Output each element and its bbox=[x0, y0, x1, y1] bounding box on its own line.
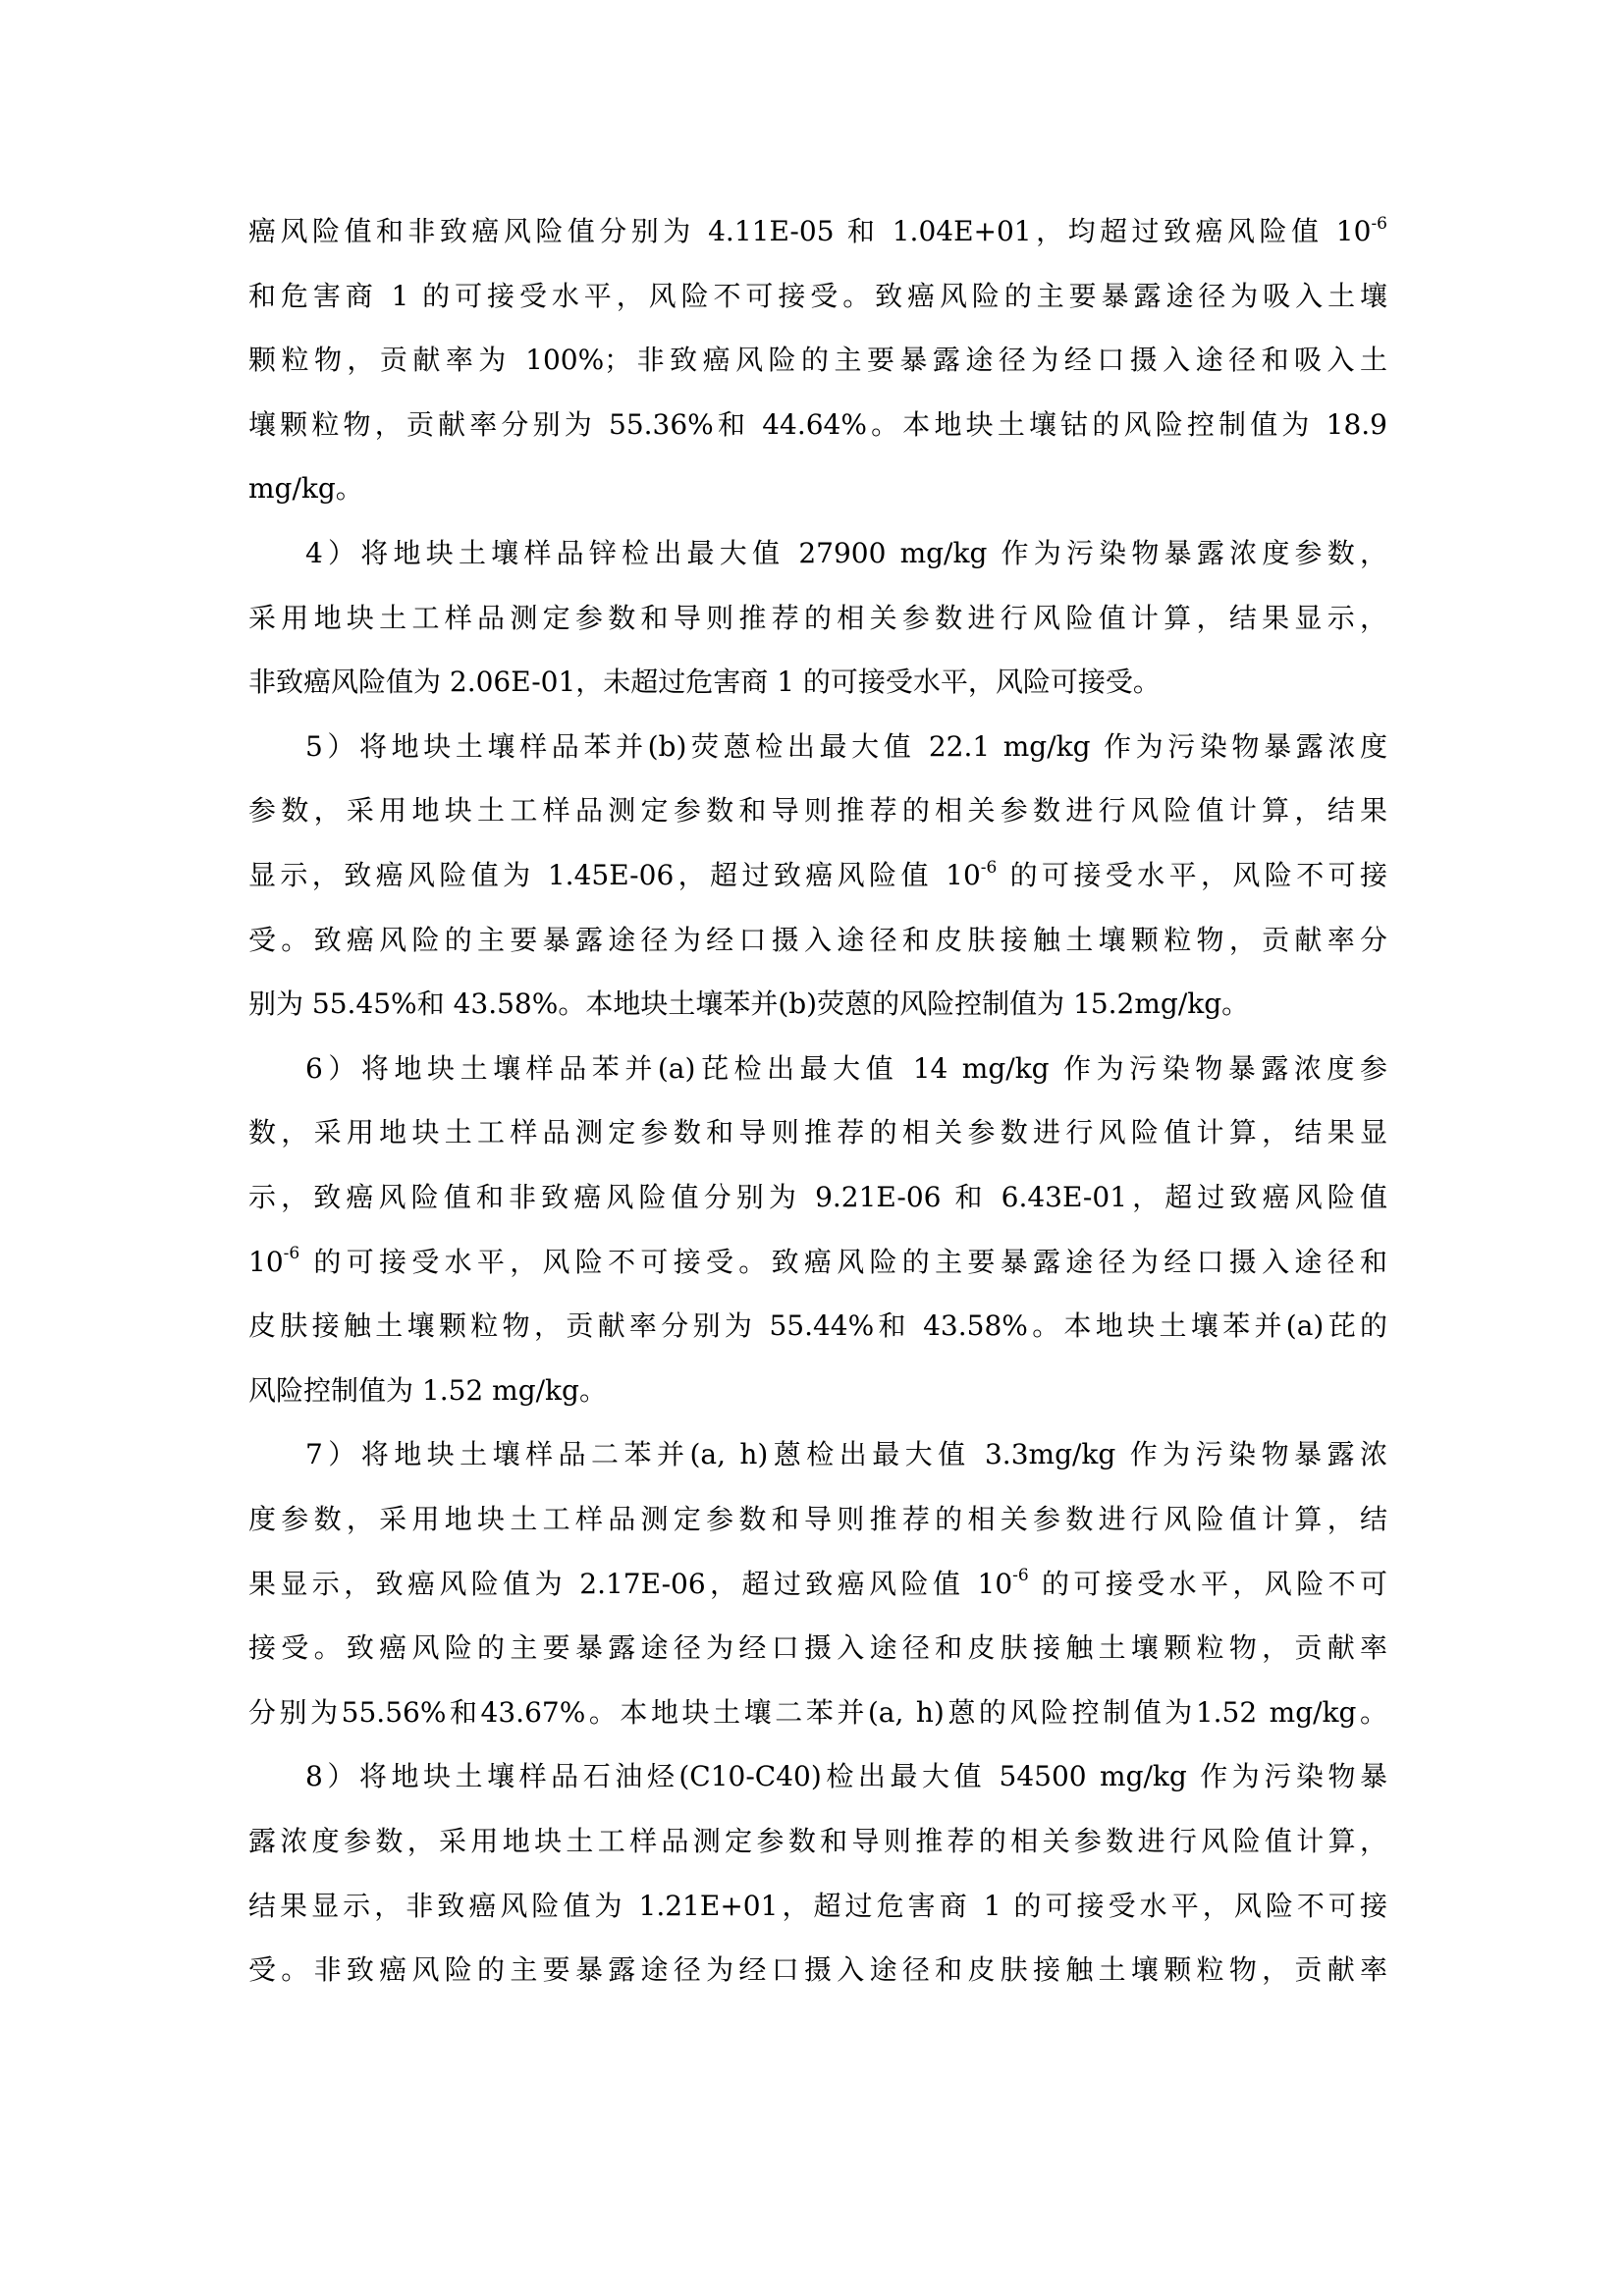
text-line bbox=[248, 663, 1387, 702]
text-segment: 结果显示，非致癌风险值为 1.21E+01，超过危害商 1 的可接受水平，风险不可接 bbox=[248, 1889, 1387, 1922]
text-line bbox=[248, 341, 1387, 380]
text-segment: 风险控制值为 1.52 mg/kg。 bbox=[248, 1373, 607, 1407]
text-segment: 4）将地块土壤样品锌检出最大值 27900 mg/kg 作为污染物暴露浓度参数， bbox=[305, 537, 1387, 569]
text-line bbox=[248, 1178, 1387, 1217]
text-segment: 接受。致癌风险的主要暴露途径为经口摄入途径和皮肤接触土壤颗粒物，贡献率 bbox=[248, 1631, 1387, 1665]
text-line bbox=[248, 469, 1387, 508]
text-segment: mg/kg。 bbox=[248, 472, 363, 506]
text-segment: 别为 55.45%和 43.58%。本地块土壤苯并(b)荧蒽的风险控制值为 15.2mg/kg。 bbox=[248, 988, 1250, 1021]
text-line bbox=[248, 1693, 1387, 1733]
text-segment: 受。致癌风险的主要暴露途径为经口摄入途径和皮肤接触土壤颗粒物，贡献率分 bbox=[248, 923, 1387, 956]
superscript-exponent: -6 bbox=[283, 1244, 300, 1264]
paragraph-first-line bbox=[305, 1049, 1387, 1089]
text-segment: 度参数，采用地块土工样品测定参数和导则推荐的相关参数进行风险值计算，结 bbox=[248, 1503, 1387, 1535]
text-segment: 8）将地块土壤样品石油烃(C10-C40)检出最大值 54500 mg/kg 作为污染物暴 bbox=[305, 1760, 1387, 1793]
text-segment: 7）将地块土壤样品二苯并(a, h)蒽检出最大值 3.3mg/kg 作为污染物暴露浓 bbox=[305, 1438, 1387, 1471]
superscript-exponent: -6 bbox=[1371, 213, 1387, 234]
text-segment: 癌风险值和非致癌风险值分别为 4.11E-05 和 1.04E+01，均超过致癌风险值 10 bbox=[248, 215, 1372, 247]
text-line bbox=[248, 791, 1387, 830]
paragraph-first-line bbox=[305, 727, 1387, 767]
text-line bbox=[248, 1500, 1387, 1539]
text-line bbox=[248, 1565, 1387, 1604]
text-line bbox=[248, 405, 1387, 445]
text-segment: 分别为55.56%和43.67%。本地块土壤二苯并(a, h)蒽的风险控制值为1.52 mg/kg。 bbox=[248, 1695, 1387, 1729]
paragraph-first-line bbox=[305, 534, 1387, 573]
text-segment: 示，致癌风险值和非致癌风险值分别为 9.21E-06 和 6.43E-01，超过致癌风险值 bbox=[248, 1181, 1387, 1213]
text-segment: 5）将地块土壤样品苯并(b)荧蒽检出最大值 22.1 mg/kg 作为污染物暴露浓度 bbox=[305, 729, 1387, 763]
text-segment: 参数，采用地块土工样品测定参数和导则推荐的相关参数进行风险值计算，结果 bbox=[248, 794, 1387, 828]
text-segment: 皮肤接触土壤颗粒物，贡献率分别为 55.44%和 43.58%。本地块土壤苯并(a)芘的 bbox=[248, 1309, 1387, 1343]
text-line bbox=[248, 277, 1387, 316]
text-segment: 6）将地块土壤样品苯并(a)芘检出最大值 14 mg/kg 作为污染物暴露浓度参 bbox=[305, 1051, 1387, 1085]
text-segment: 数，采用地块土工样品测定参数和导则推荐的相关参数进行风险值计算，结果显 bbox=[248, 1116, 1387, 1149]
text-segment: 颗粒物，贡献率为 100%；非致癌风险的主要暴露途径为经口摄入途径和吸入土 bbox=[248, 344, 1387, 377]
paragraph-first-line bbox=[305, 1435, 1387, 1474]
text-line bbox=[248, 1950, 1387, 1990]
text-segment: 和危害商 1 的可接受水平，风险不可接受。致癌风险的主要暴露途径为吸入土壤 bbox=[248, 279, 1387, 312]
text-segment: 露浓度参数，采用地块土工样品测定参数和导则推荐的相关参数进行风险值计算， bbox=[248, 1825, 1387, 1857]
text-segment: 受。非致癌风险的主要暴露途径为经口摄入途径和皮肤接触土壤颗粒物，贡献率 bbox=[248, 1953, 1387, 1987]
text-line bbox=[248, 599, 1387, 638]
text-line bbox=[248, 1307, 1387, 1346]
text-line bbox=[248, 1243, 1387, 1282]
text-line bbox=[248, 1113, 1387, 1152]
text-line bbox=[248, 212, 1387, 251]
text-segment: 非致癌风险值为 2.06E-01，未超过危害商 1 的可接受水平，风险可接受。 bbox=[248, 666, 1161, 699]
text-segment: 壤颗粒物，贡献率分别为 55.36%和 44.64%。本地块土壤钴的风险控制值为 18.9 bbox=[248, 407, 1387, 441]
text-segment: 显示，致癌风险值为 1.45E-06，超过致癌风险值 10 bbox=[248, 859, 981, 891]
text-segment: 采用地块土工样品测定参数和导则推荐的相关参数进行风险值计算，结果显示， bbox=[248, 601, 1387, 634]
text-segment: 10 bbox=[248, 1245, 284, 1278]
text-line bbox=[248, 1371, 1387, 1411]
text-line bbox=[248, 1887, 1387, 1926]
text-line bbox=[248, 921, 1387, 960]
paragraph-first-line bbox=[305, 1757, 1387, 1796]
text-segment: 果显示，致癌风险值为 2.17E-06，超过致癌风险值 10 bbox=[248, 1567, 1013, 1600]
superscript-exponent: -6 bbox=[980, 857, 998, 878]
text-line bbox=[248, 1629, 1387, 1668]
text-segment: 的可接受水平，风险不可 bbox=[1028, 1567, 1387, 1600]
text-line bbox=[248, 985, 1387, 1024]
superscript-exponent: -6 bbox=[1012, 1566, 1029, 1586]
text-segment: 的可接受水平，风险不可接 bbox=[997, 859, 1387, 891]
text-line bbox=[248, 1822, 1387, 1861]
text-line bbox=[248, 856, 1387, 895]
text-segment: 的可接受水平，风险不可接受。致癌风险的主要暴露途径为经口摄入途径和 bbox=[299, 1245, 1387, 1278]
